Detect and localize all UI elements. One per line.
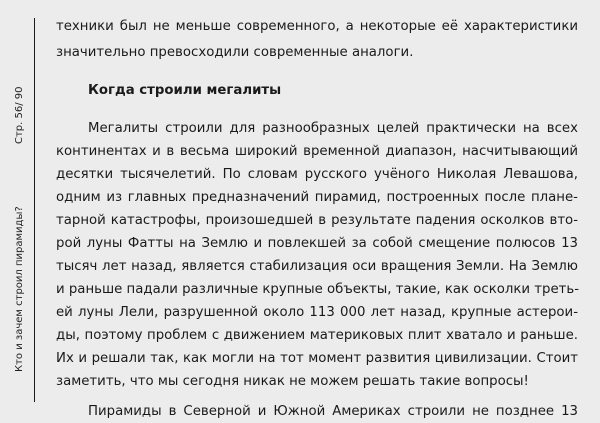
running-title: Кто и зачем строил пирамиды? bbox=[14, 206, 25, 372]
paragraph-line: заметить, что мы сегодня никак не можем решать такие вопросы! bbox=[56, 374, 529, 389]
paragraph-line: Их и решали так, как могли на тот момент развития цивилизации. Стоит bbox=[56, 351, 578, 366]
paragraph-line: ей луны Лели, разрушенной около 113 000 лет назад, крупные астерои- bbox=[56, 305, 578, 320]
section-heading: Когда строили мегалиты bbox=[88, 83, 282, 98]
margin-rule bbox=[34, 18, 35, 402]
paragraph-line: Мегалиты строили для разнообразных целей практически на всех bbox=[88, 121, 578, 136]
paragraph-line: десятки тысячелетий. По словам русского учёного Николая Левашова, bbox=[56, 167, 578, 182]
paragraph-line: рой луны Фатты на Землю и повлекшей за собой смещение полюсов 13 bbox=[56, 236, 578, 251]
paragraph-line: ды, поэтому проблем с движением материковых плит хватало и раньше. bbox=[56, 328, 578, 343]
paragraph-line: Пирамиды в Северной и Южной Америках строили не позднее 13 bbox=[88, 404, 578, 419]
paragraph-line: континентах и в весьма широкий временной диапазон, насчитывающий bbox=[56, 144, 578, 159]
paragraph-line: тысяч лет назад, является стабилизация оси вращения Земли. На Землю bbox=[56, 259, 578, 274]
paragraph-line: тарной катастрофы, произошедшей в результате падения осколков вто- bbox=[56, 213, 578, 228]
paragraph-line: одним из главных предназначений пирамид, построенных после плане- bbox=[56, 190, 578, 205]
text-line: техники был не меньше современного, а некоторые её характеристики bbox=[56, 19, 578, 34]
paragraph-line: и раньше падали различные крупные объекты, такие, как осколки треть- bbox=[56, 282, 580, 297]
text-line: значительно превосходили современные аналоги. bbox=[56, 45, 414, 60]
page-number: Стр. 56/ 90 bbox=[14, 86, 25, 144]
